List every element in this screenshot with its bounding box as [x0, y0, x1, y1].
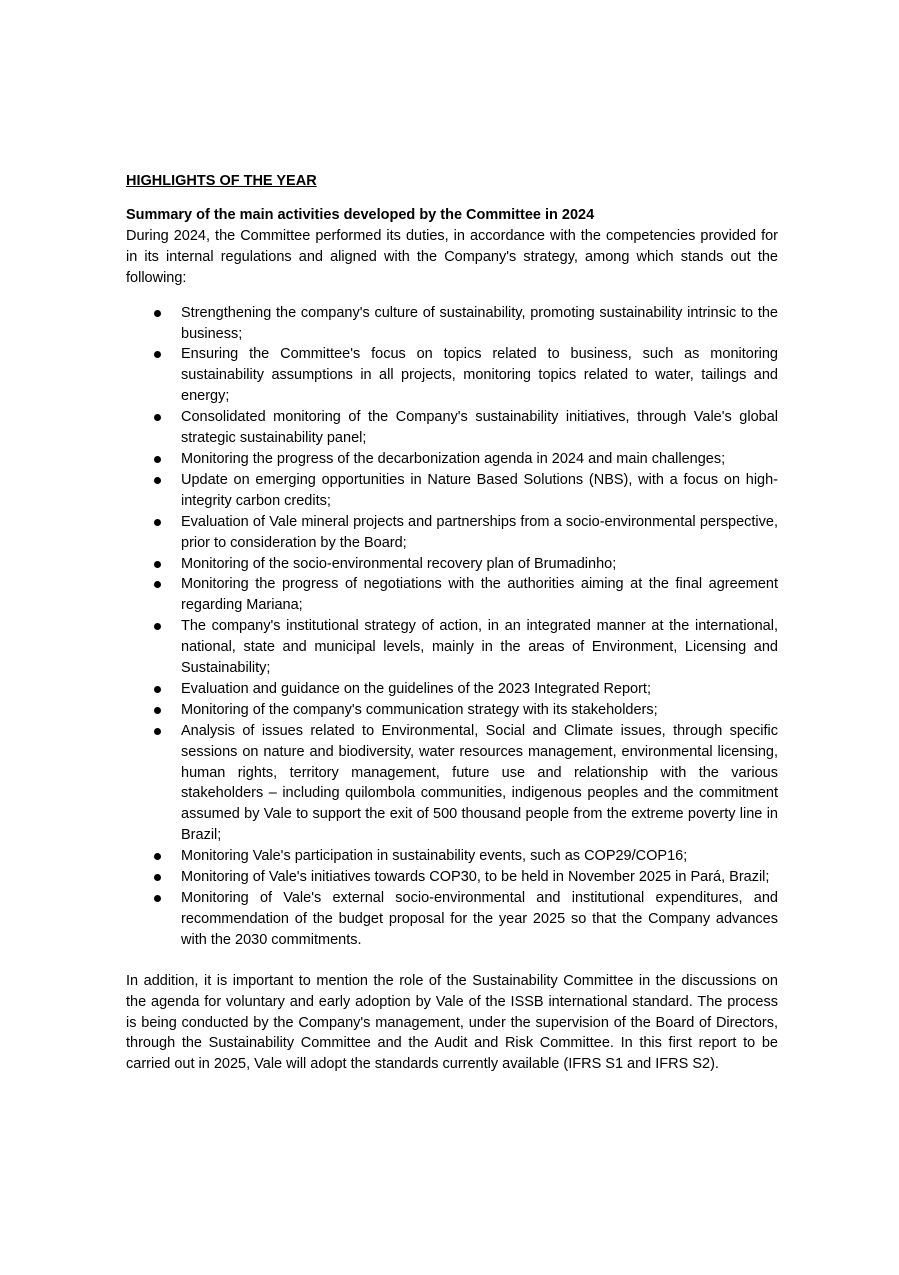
bullet-icon: [154, 351, 161, 358]
closing-paragraph: In addition, it is important to mention the role of the Sustainability Committee in the discussions on the agenda for voluntary and early adoption by Vale of the ISSB international standard. The process is being conducted by the Company's management, under the supervision of the Board of Directors, through the Sustainability Committee and the Audit and Risk Committee. In this first report to be carried out in 2025, Vale will adopt the standards currently available (IFRS S1 and IFRS S2).: [126, 972, 778, 1073]
list-item: [126, 574, 778, 616]
list-item: [126, 512, 778, 554]
list-item: [126, 344, 778, 407]
list-item-text: Monitoring the progress of negotiations with the authorities aiming at the final agreement regarding Mariana;: [181, 576, 778, 614]
list-item: [126, 888, 778, 951]
list-item-text: Analysis of issues related to Environmental, Social and Climate issues, through specific sessions on nature and biodiversity, water resources management, environmental licensing, human rights, territory management, future use and relationship with the various stakeholders – including quilombola communities, indigenous peoples and the commitment assumed by Vale to support the exit of 500 thousand people from the extreme poverty line in Brazil;: [181, 722, 778, 844]
bullet-icon: [154, 310, 161, 317]
list-item: [126, 303, 778, 345]
bullet-icon: [154, 874, 161, 881]
bullet-icon: [154, 414, 161, 421]
list-item: [126, 616, 778, 679]
list-item: [126, 867, 778, 888]
section-heading: HIGHLIGHTS OF THE YEAR: [126, 173, 317, 189]
bullet-icon: [154, 456, 161, 463]
list-item: [126, 449, 778, 470]
activities-list: [126, 303, 778, 951]
list-item-text: Monitoring Vale's participation in sustainability events, such as COP29/COP16;: [181, 848, 688, 865]
list-item: [126, 554, 778, 575]
list-item-text: Strengthening the company's culture of sustainability, promoting sustainability intrinsic to the business;: [181, 304, 778, 342]
bullet-icon: [154, 581, 161, 588]
list-item: [126, 700, 778, 721]
list-item-text: Monitoring of Vale's initiatives towards COP30, to be held in November 2025 in Pará, Brazil;: [181, 869, 770, 886]
list-item: [126, 846, 778, 867]
list-item-text: Monitoring of the socio-environmental recovery plan of Brumadinho;: [181, 555, 617, 572]
list-item-text: Evaluation of Vale mineral projects and partnerships from a socio-environmental perspective, prior to consideration by the Board;: [181, 513, 778, 551]
bullet-icon: [154, 728, 161, 735]
bullet-icon: [154, 707, 161, 714]
list-item-text: Monitoring the progress of the decarbonization agenda in 2024 and main challenges;: [181, 450, 726, 467]
list-item-text: Update on emerging opportunities in Nature Based Solutions (NBS), with a focus on high-integrity carbon credits;: [181, 471, 778, 509]
bullet-icon: [154, 853, 161, 860]
list-item-text: Monitoring of Vale's external socio-environmental and institutional expenditures, and recommendation of the budget proposal for the year 2025 so that the Company advances with the 2030 commitments.: [181, 890, 778, 948]
list-item: [126, 470, 778, 512]
list-item-text: The company's institutional strategy of action, in an integrated manner at the international, national, state and municipal levels, mainly in the areas of Environment, Licensing and Sustainability;: [181, 618, 778, 677]
bullet-icon: [154, 477, 161, 484]
list-item-text: Evaluation and guidance on the guidelines of the 2023 Integrated Report;: [181, 680, 651, 697]
intro-paragraph: During 2024, the Committee performed its duties, in accordance with the competencies provided for in its internal regulations and aligned with the Company's strategy, among which stands out the following:: [126, 227, 778, 286]
bullet-icon: [154, 623, 161, 630]
list-item-text: Monitoring of the company's communication strategy with its stakeholders;: [181, 701, 658, 718]
bullet-icon: [154, 686, 161, 693]
bullet-icon: [154, 561, 161, 568]
list-item: [126, 679, 778, 700]
list-item: [126, 721, 778, 846]
document-page: [126, 171, 778, 1075]
bullet-icon: [154, 895, 161, 902]
summary-subheading: Summary of the main activities developed by the Committee in 2024: [126, 207, 595, 223]
list-item: [126, 407, 778, 449]
list-item-text: Consolidated monitoring of the Company's sustainability initiatives, through Vale's global strategic sustainability panel;: [181, 409, 778, 447]
list-item-text: Ensuring the Committee's focus on topics related to business, such as monitoring sustainability assumptions in all projects, monitoring topics related to water, tailings and energy;: [181, 346, 778, 405]
bullet-icon: [154, 519, 161, 526]
